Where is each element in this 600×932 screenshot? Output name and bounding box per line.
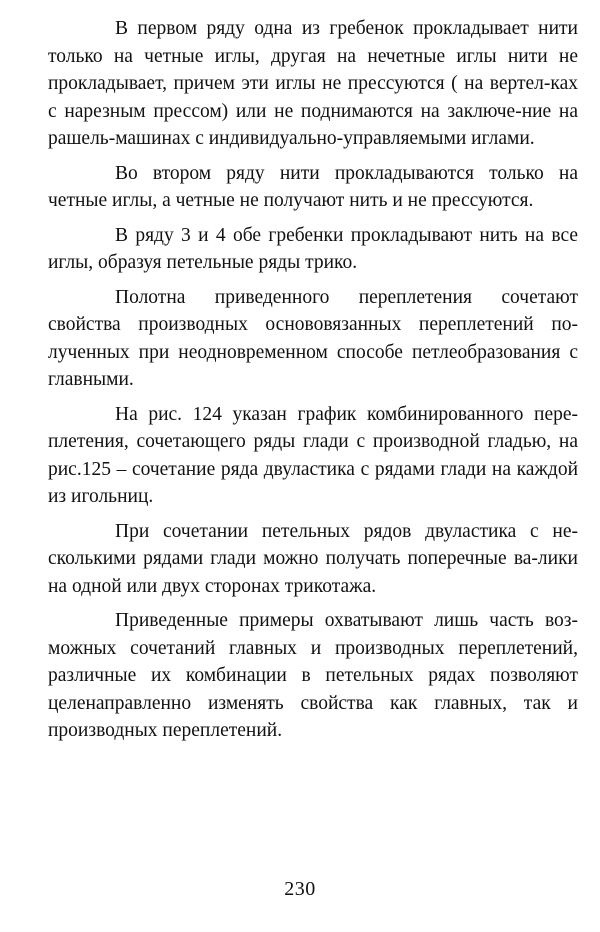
paragraph-5: На рис. 124 указан график комбинированного пере-плетения, сочетающего ряды глади с производной гладью, на рис.125 – сочетание ряда двуластика с рядами глади на каждой из игольниц.	[48, 403, 578, 507]
paragraph-1: В первом ряду одна из гребенок прокладывает нити только на четные иглы, другая на нечетные иглы нити не прокладывает, причем эти иглы не прессуются ( на вертел-ках с нарезным прессом) или не поднимаются на заключе-ние на рашель-машинах с индивидуально-управляемыми иглами.	[48, 18, 578, 149]
page-number: 230	[284, 878, 316, 900]
paragraph-6: При сочетании петельных рядов двуластика с не-сколькими рядами глади можно получать поперечные ва-лики на одной или двух сторонах трикотажа.	[48, 520, 578, 597]
body-text	[48, 15, 578, 752]
paragraph-7: Приведенные примеры охватывают лишь часть воз-можных сочетаний главных и производных переплетений, различные их комбинации в петельных рядах позволяют целенаправленно изменять свойства как главных, так и производных переплетений.	[48, 610, 578, 741]
paragraph-4: Полотна приведенного переплетения сочетают свойства производных основовязанных переплетений по-лученных при неодновременном способе петлеобразования с главными.	[48, 286, 578, 390]
paragraph-3: В ряду 3 и 4 обе гребенки прокладывают нить на все иглы, образуя петельные ряды трико.	[48, 224, 578, 273]
paragraph-2: Во втором ряду нити прокладываются только на четные иглы, а четные не получают нить и не прессуются.	[48, 162, 578, 211]
